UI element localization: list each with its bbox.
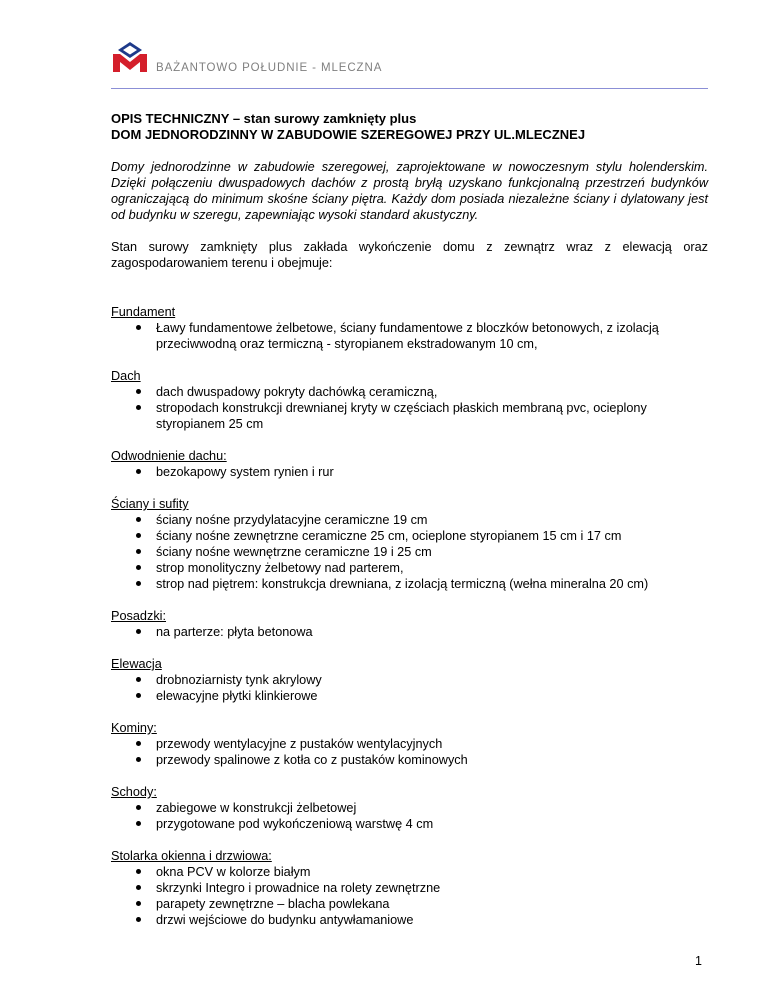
- spec-section: [111, 368, 708, 432]
- bullet-list: [111, 736, 708, 768]
- spec-section: [111, 496, 708, 592]
- company-name: BAŻANTOWO POŁUDNIE - MLECZNA: [156, 62, 383, 74]
- list-item: na parterze: płyta betonowa: [111, 624, 708, 640]
- intro-paragraph: Domy jednorodzinne w zabudowie szeregowej, zaprojektowane w nowoczesnym stylu holenderskim. Dzięki połączeniu dwuspadowych dachów z prostą bryłą uzyskano funkcjonalną przestrzeń budynków ograniczającą do minimum skośne ściany piętra. Każdy dom posiada niezależne ściany i dylatowany jest od budynku w szeregu, zapewniając wysoki standard akustyczny.: [111, 160, 708, 222]
- list-item: elewacyjne płytki klinkierowe: [111, 688, 708, 704]
- spec-section: [111, 784, 708, 832]
- bullet-list: [111, 384, 708, 432]
- document-body: [111, 111, 708, 928]
- section-heading: Kominy:: [111, 721, 157, 735]
- list-item: dach dwuspadowy pokryty dachówką ceramiczną,: [111, 384, 708, 400]
- bullet-list: [111, 464, 708, 480]
- section-heading: Ściany i sufity: [111, 497, 189, 511]
- section-heading: Schody:: [111, 785, 157, 799]
- list-item: parapety zewnętrzne – blacha powlekana: [111, 896, 708, 912]
- title-line-1: OPIS TECHNICZNY – stan surowy zamknięty plus: [111, 111, 417, 126]
- list-item: Ławy fundamentowe żelbetowe, ściany fundamentowe z bloczków betonowych, z izolacją przeciwwodną oraz termiczną - styropianem ekstradowanym 10 cm,: [111, 320, 708, 352]
- list-item: drzwi wejściowe do budynku antywłamaniowe: [111, 912, 708, 928]
- section-heading: Elewacja: [111, 657, 162, 671]
- list-item: ściany nośne przydylatacyjne ceramiczne 19 cm: [111, 512, 708, 528]
- company-logo: [111, 42, 149, 72]
- section-heading: Odwodnienie dachu:: [111, 449, 227, 463]
- bullet-list: [111, 800, 708, 832]
- section-heading: Fundament: [111, 305, 176, 319]
- bullet-list: [111, 320, 708, 352]
- list-item: okna PCV w kolorze białym: [111, 864, 708, 880]
- section-heading: Stolarka okienna i drzwiowa:: [111, 849, 272, 863]
- list-item: przewody spalinowe z kotła co z pustaków kominowych: [111, 752, 708, 768]
- spec-section: [111, 720, 708, 768]
- header-divider: [111, 88, 708, 89]
- list-item: zabiegowe w konstrukcji żelbetowej: [111, 800, 708, 816]
- list-item: bezokapowy system rynien i rur: [111, 464, 708, 480]
- spec-section: [111, 448, 708, 480]
- title-line-2: DOM JEDNORODZINNY W ZABUDOWIE SZEREGOWEJ PRZY UL.MLECZNEJ: [111, 127, 586, 142]
- list-item: stropodach konstrukcji drewnianej kryty w częściach płaskich membraną pvc, ocieplony styropianem 25 cm: [111, 400, 708, 432]
- section-heading: Posadzki:: [111, 609, 167, 623]
- list-item: drobnoziarnisty tynk akrylowy: [111, 672, 708, 688]
- list-item: skrzynki Integro i prowadnice na rolety zewnętrzne: [111, 880, 708, 896]
- page-number: 1: [695, 954, 702, 968]
- list-item: strop monolityczny żelbetowy nad parterem,: [111, 560, 708, 576]
- lead-paragraph: Stan surowy zamknięty plus zakłada wykończenie domu z zewnątrz wraz z elewacją oraz zagospodarowaniem terenu i obejmuje:: [111, 240, 708, 270]
- bullet-list: [111, 864, 708, 928]
- list-item: przewody wentylacyjne z pustaków wentylacyjnych: [111, 736, 708, 752]
- document-title: [111, 111, 708, 143]
- spec-section: [111, 656, 708, 704]
- list-item: przygotowane pod wykończeniową warstwę 4 cm: [111, 816, 708, 832]
- spec-sections: [111, 304, 708, 928]
- section-heading: Dach: [111, 369, 141, 383]
- spec-section: [111, 848, 708, 928]
- spec-section: [111, 608, 708, 640]
- bullet-list: [111, 624, 708, 640]
- list-item: strop nad piętrem: konstrukcja drewniana, z izolacją termiczną (wełna mineralna 20 cm): [111, 576, 708, 592]
- spec-section: [111, 304, 708, 352]
- bullet-list: [111, 672, 708, 704]
- list-item: ściany nośne wewnętrzne ceramiczne 19 i 25 cm: [111, 544, 708, 560]
- bullet-list: [111, 512, 708, 592]
- page-header: [111, 42, 708, 92]
- list-item: ściany nośne zewnętrzne ceramiczne 25 cm, ocieplone styropianem 15 cm i 17 cm: [111, 528, 708, 544]
